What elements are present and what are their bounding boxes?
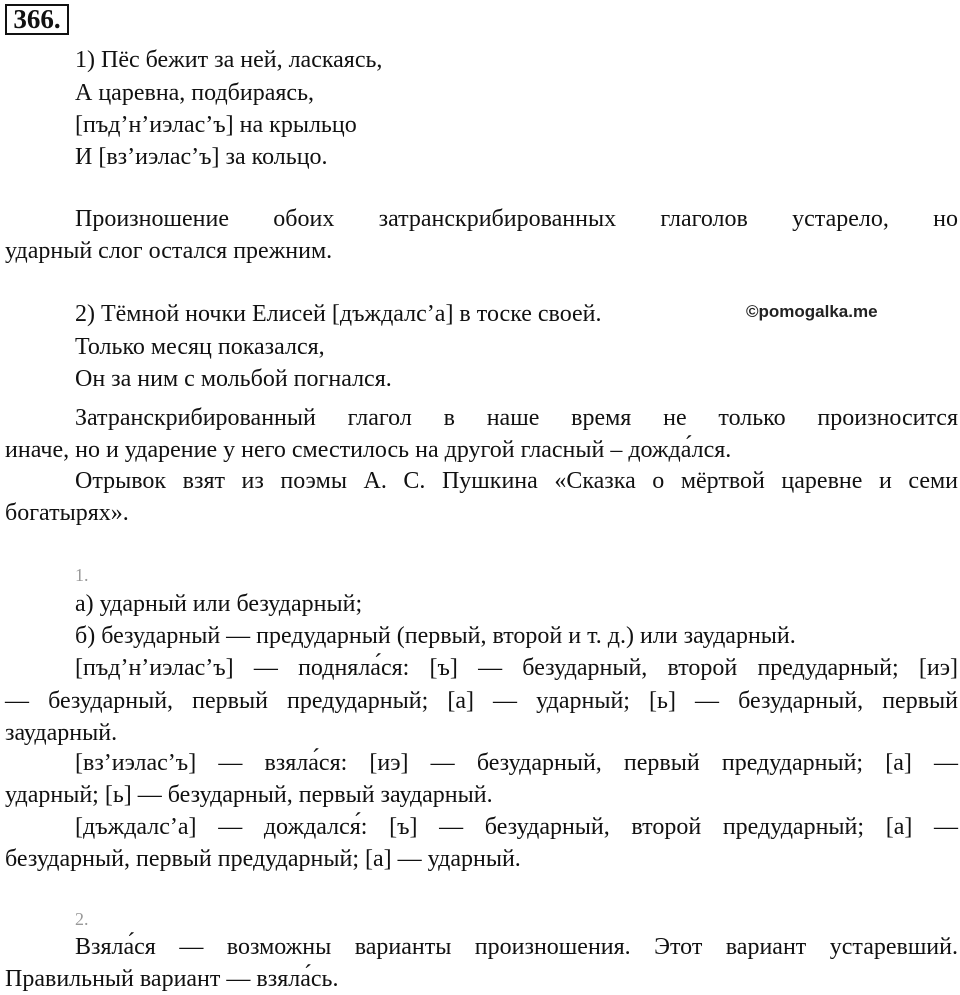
section2-line-2: Правильный вариант — взяла́сь.: [5, 966, 339, 992]
poem1-line-1: 1) Пёс бежит за ней, ласкаясь,: [75, 47, 383, 73]
para3-line-1: Отрывок взят из поэмы А. С. Пушкина «Сказка о мёртвой царевне и семи: [75, 468, 958, 494]
exercise-number: 366.: [5, 4, 69, 35]
section1-p2-line-1: [вз’иэлас’ъ] — взяла́ся: [иэ] — безударный, первый предударный; [а] —: [75, 750, 958, 776]
para2-line-1: Затранскрибированный глагол в наше время не только произносится: [75, 405, 958, 431]
section2-line-1: Взяла́ся — возможны варианты произношения. Этот вариант устаревший.: [75, 934, 958, 960]
para3-line-2: богатырях».: [5, 500, 129, 526]
section1-p3-line-1: [дъждалс’а] — дождался́: [ъ] — безударный, второй предударный; [а] —: [75, 814, 958, 840]
section1-number: 1.: [75, 565, 89, 585]
section1-item-a: а) ударный или безударный;: [75, 591, 363, 617]
para1-line-1: Произношение обоих затранскрибированных глаголов устарело, но: [75, 206, 958, 232]
poem2-line-1: 2) Тёмной ночки Елисей [дъждалс’а] в тоске своей.: [75, 301, 602, 327]
para2-line-2: иначе, но и ударение у него сместилось на другой гласный – дожда́лся.: [5, 437, 732, 463]
section1-p2-line-2: ударный; [ь] — безударный, первый заударный.: [5, 782, 493, 808]
section1-p1-line-3: заударный.: [5, 720, 118, 746]
poem1-line-4: И [вз’иэлас’ъ] за кольцо.: [75, 144, 328, 170]
section1-item-b: б) безударный — предударный (первый, второй и т. д.) или заударный.: [75, 623, 796, 649]
poem2-line-2: Только месяц показался,: [75, 334, 325, 360]
poem2-line-3: Он за ним с мольбой погнался.: [75, 366, 392, 392]
poem1-line-3: [пъд’н’иэлас’ъ] на крыльцо: [75, 112, 357, 138]
section1-p3-line-2: безударный, первый предударный; [а] — ударный.: [5, 846, 521, 872]
watermark: ©pomogalka.me: [746, 302, 878, 321]
section1-p1-line-1: [пъд’н’иэлас’ъ] — подняла́ся: [ъ] — безударный, второй предударный; [иэ]: [75, 655, 958, 681]
para1-line-2: ударный слог остался прежним.: [5, 238, 333, 264]
section1-p1-line-2: — безударный, первый предударный; [а] — ударный; [ь] — безударный, первый: [5, 688, 958, 714]
section2-number: 2.: [75, 909, 89, 929]
poem1-line-2: А царевна, подбираясь,: [75, 80, 315, 106]
